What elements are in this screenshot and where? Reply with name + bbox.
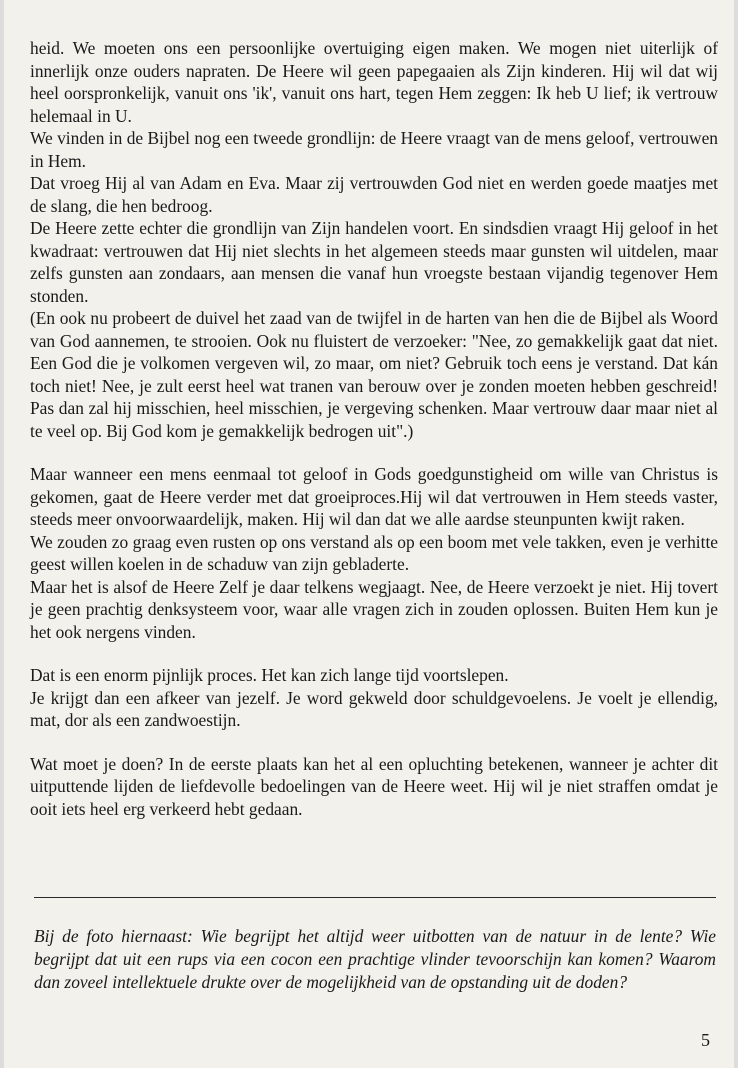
paragraph: Wat moet je doen? In de eerste plaats kan het al een opluchting betekenen, wanneer je achter dit uitputtende lijden de liefdevolle bedoelingen van de Heere weet. Hij wil je niet straffen omdat je ooit iets heel erg verkeerd hebt gedaan. [30, 753, 718, 819]
paragraph: (En ook nu probeert de duivel het zaad van de twijfel in de harten van hen die de Bijbel als Woord van God aannemen, te strooien. Ook nu fluistert de verzoeker: "Nee, zo gemakkelijk gaat dat niet. Een God die je volkomen vergeven wil, zo maar, om niet? Gebruik toch eens je verstand. Dat kán toch niet! Nee, je zult eerst heel wat tranen van berouw over je zonden moeten hebben geschreid! Pas dan zal hij misschien, heel misschien, je vergeving schenken. Maar vertrouw daar maar niet al te veel op. Bij God kom je gemakkelijk bedrogen uit".) [30, 308, 718, 441]
paragraph-gap [30, 442, 718, 463]
paragraph: Je krijgt dan een afkeer van jezelf. Je word gekweld door schuldgevoelens. Je voelt je ellendig, mat, dor als een zandwoestijn. [30, 687, 718, 730]
paragraph: Dat is een enorm pijnlijk proces. Het kan zich lange tijd voortslepen. [30, 665, 509, 685]
paragraph: Maar het is alsof de Heere Zelf je daar telkens wegjaagt. Nee, de Heere verzoekt je niet. Hij tovert je geen prachtig denksysteem voor, waar alle vragen zich in zouden oplossen. Buiten Hem kun je het ook nergens vinden. [30, 576, 718, 642]
photo-caption: Bij de foto hiernaast: Wie begrijpt het altijd weer uitbotten van de natuur in de lente? Wie begrijpt dat uit een rups via een cocon een prachtige vlinder tevoorschijn kan komen? Waarom dan zoveel intellektuele drukte over de mogelijkheid van de opstanding uit de doden? [34, 926, 716, 992]
book-page [4, 0, 734, 1068]
paragraph: Maar wanneer een mens eenmaal tot geloof in Gods goedgunstigheid om wille van Christus is gekomen, gaat de Heere verder met dat groeiproces.Hij wil dat vertrouwen in Hem steeds vaster, steeds meer onvoorwaardelijk, maken. Hij wil dan dat we alle aardse steunpunten kwijt raken. [30, 464, 718, 529]
paragraph: Dat vroeg Hij al van Adam en Eva. Maar zij vertrouwden God niet en werden goede maatjes met de slang, die hen bedroog. [30, 173, 718, 216]
body-text [30, 37, 718, 820]
caption-divider [34, 897, 716, 898]
paragraph: De Heere zette echter die grondlijn van Zijn handelen voort. En sindsdien vraagt Hij geloof in het kwadraat: vertrouwen dat Hij niet slechts in het algemeen steeds maar gunsten wil uitdelen, maar zelfs gunsten aan zondaars, aan mensen die vanaf hun vroegste bestaan vijandig tegenover Hem stonden. [30, 218, 718, 306]
page-number: 5 [701, 1030, 710, 1050]
paragraph: heid. We moeten ons een persoonlijke overtuiging eigen maken. We mogen niet uiterlijk of innerlijk onze ouders napraten. De Heere wil geen papegaaien als Zijn kinderen. Hij wil dat wij heel oorspronkelijk, vanuit ons 'ik', vanuit ons hart, tegen Hem zeggen: Ik heb U lief; ik vertrouw helemaal in U. [30, 38, 718, 126]
paragraph-gap [30, 643, 718, 664]
paragraph: We zouden zo graag even rusten op ons verstand als op een boom met vele takken, even je verhitte geest willen koelen in de schaduw van zijn gebladerte. [30, 531, 718, 574]
paragraph: We vinden in de Bijbel nog een tweede grondlijn: de Heere vraagt van de mens geloof, vertrouwen in Hem. [30, 128, 718, 171]
paragraph-gap [30, 732, 718, 753]
